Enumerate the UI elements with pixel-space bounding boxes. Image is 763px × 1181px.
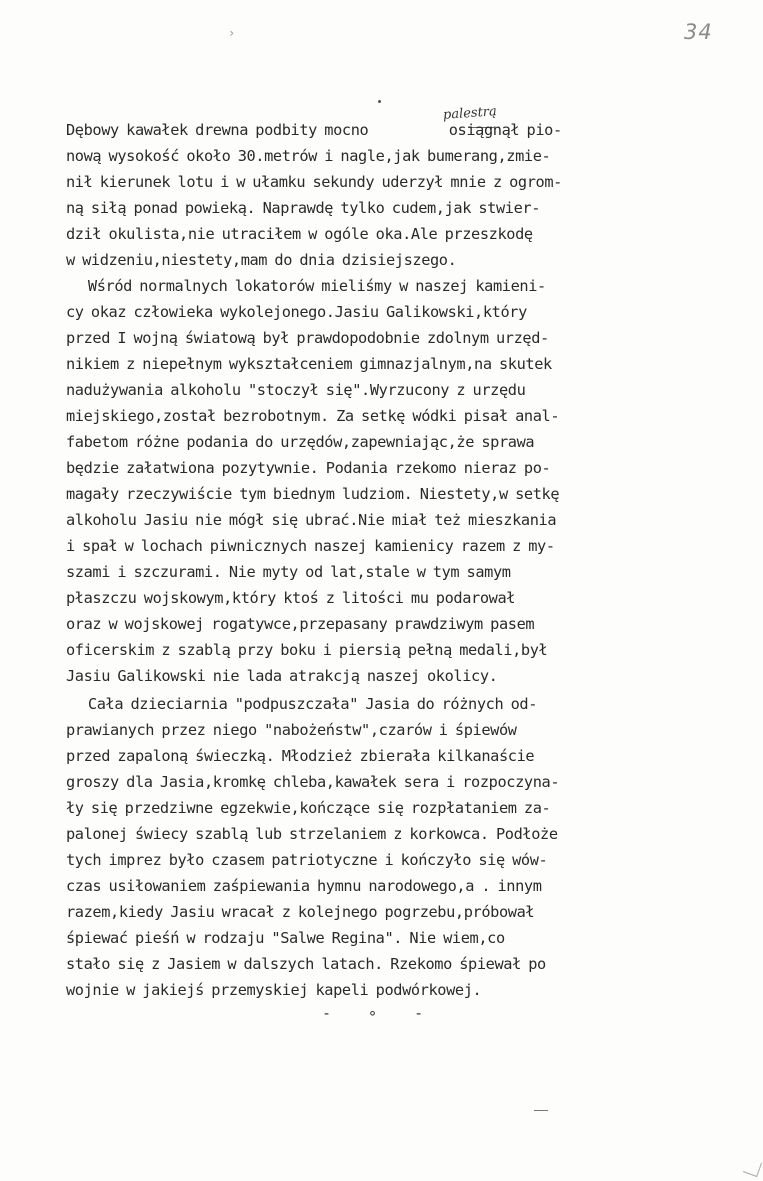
text-line: śpiewać pieśń w rodzaju "Salwe Regina". Nie wiem,co (66, 929, 505, 947)
text-line: nikiem z niepełnym wykształceniem gimnazjalnym,na skutek (66, 355, 552, 373)
text-line: szami i szczurami. Nie myty od lat,stale w tym samym (66, 563, 511, 581)
text-line: nił kierunek lotu i w ułamku sekundy uderzył mnie z ogrom- (66, 173, 562, 191)
text-line: prawianych przez niego "nabożeństw",czarów i śpiewów (66, 721, 517, 739)
text-line: będzie załatwiona pozytywnie. Podania rzekomo nieraz po- (66, 459, 551, 477)
stray-dash (534, 1110, 548, 1111)
text-line: alkoholu Jasiu nie mógł się ubrać.Nie miał też mieszkania (66, 511, 557, 529)
text-line: przed I wojną światową był prawdopodobnie zdolnym urzęd- (66, 329, 549, 347)
text-line: tych imprez było czasem patriotyczne i kończyło się wów- (66, 851, 548, 869)
text-line: Dębowy kawałek drewna podbity mocno osiągnął pio- (66, 121, 562, 139)
text-line: Jasiu Galikowski nie lada atrakcją naszej okolicy. (66, 667, 498, 685)
text-line: płaszczu wojskowym,który ktoś z litości mu podarował (66, 589, 516, 607)
text-line: nową wysokość około 30.metrów i nagle,jak bumerang,zmie- (66, 147, 551, 165)
margin-mark: › (228, 26, 236, 40)
text-line: ły się przedziwne egzekwie,kończące się rozpłataniem za- (66, 799, 551, 817)
text-line: i spał w lochach piwnicznych naszej kamienicy razem z my- (66, 537, 555, 555)
text-line: cy okaz człowieka wykolejonego.Jasiu Galikowski,który (66, 303, 527, 321)
text-line: palonej świecy szablą lub strzelaniem z korkowca. Podłoże (66, 825, 558, 843)
text-line: dził okulista,nie utraciłem w ogóle oka.Ale przeszkodę (66, 225, 533, 243)
page-number: 34 (684, 20, 713, 44)
text-line: oraz w wojskowej rogatywce,przepasany prawdziwym pasem (66, 615, 535, 633)
text-line: w widzeniu,niestety,mam do dnia dzisiejszego. (66, 251, 457, 269)
text-line: przed zapaloną świeczką. Młodzież zbierała kilkanaście (66, 747, 535, 765)
ink-dot (378, 100, 381, 103)
text-line: Wśród normalnych lokatorów mieliśmy w naszej kamieni- (66, 277, 546, 295)
text-line: czas usiłowaniem zaśpiewania hymnu narodowego,a . innym (66, 877, 542, 895)
text-line: wojnie w jakiejś przemyskiej kapeli podwórkowej. (66, 981, 482, 999)
text-line: fabetom różne podania do urzędów,zapewniając,że sprawa (66, 433, 535, 451)
text-line: ną siłą ponad powieką. Naprawdę tylko cudem,jak stwier- (66, 199, 541, 217)
text-line: razem,kiedy Jasiu wracał z kolejnego pogrzebu,próbował (66, 903, 535, 921)
handwritten-insert: palestrą (442, 104, 498, 123)
ending-mark: - ∘ - (322, 1004, 438, 1022)
text-line: oficerskim z szablą przy boku i piersią pełną medali,był (66, 641, 548, 659)
text-line: stało się z Jasiem w dalszych latach. Rzekomo śpiewał po (66, 955, 546, 973)
text-line: miejskiego,został bezrobotnym. Za setkę wódki pisał anal- (66, 407, 560, 425)
text-line: magały rzeczywiście tym biednym ludziom. Niestety,w setkę (66, 485, 560, 503)
text-line: groszy dla Jasia,kromkę chleba,kawałek sera i rozpoczyna- (66, 773, 560, 791)
corner-mark (743, 1158, 762, 1177)
text-line: Cała dzieciarnia "podpuszczała" Jasia do różnych od- (66, 695, 538, 713)
text-line: nadużywania alkoholu "stoczył się".Wyrzucony z urzędu (66, 381, 526, 399)
